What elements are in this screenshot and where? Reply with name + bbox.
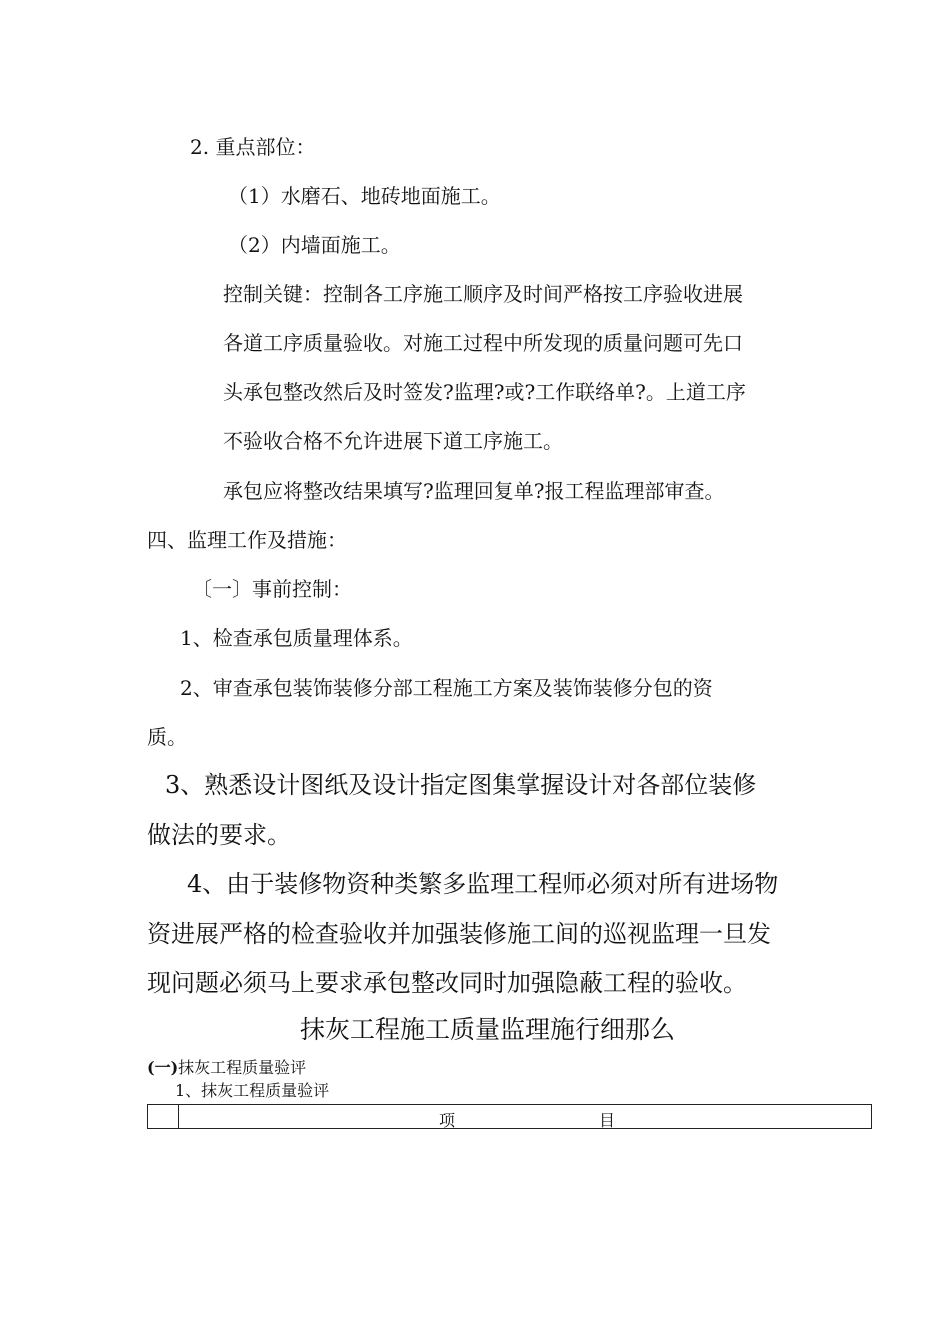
sub-heading-text: 抹灰工程质量验评 <box>178 1058 307 1077</box>
list-item: 1、检查承包质量理体系。 <box>180 626 413 650</box>
paragraph-line: 各道工序质量验收。对施工过程中所发现的质量问题可先口 <box>223 331 743 355</box>
table-cell-empty <box>148 1105 179 1128</box>
table-header-left: 项 <box>439 1111 456 1130</box>
paragraph-line: 控制关键：控制各工序施工顺序及时间严格按工序验收进展 <box>223 282 743 306</box>
paragraph-line: 承包应将整改结果填写?监理回复单?报工程监理部审查。 <box>223 479 725 503</box>
subsection-heading: 〔一〕事前控制： <box>192 577 352 601</box>
list-item: （1）水磨石、地砖地面施工。 <box>228 184 501 208</box>
paragraph-line: 不验收合格不允许进展下道工序施工。 <box>223 429 563 453</box>
paragraph-line: 现问题必须马上要求承包整改同时加强隐蔽工程的验收。 <box>147 969 747 997</box>
list-item: 3、熟悉设计图纸及设计指定图集掌握设计对各部位装修 <box>165 771 757 799</box>
quality-table <box>147 1104 872 1129</box>
paragraph-line: 质。 <box>147 725 187 749</box>
list-item: （2）内墙面施工。 <box>228 233 401 257</box>
list-item: 4、由于装修物资种类繁多监理工程师必须对所有进场物 <box>187 870 779 898</box>
sub-heading <box>147 1060 306 1076</box>
sub-heading-prefix: (一) <box>147 1058 179 1077</box>
list-item: 2、审查承包装饰装修分部工程施工方案及装饰装修分包的资 <box>180 676 713 700</box>
table-header-cell <box>179 1105 871 1128</box>
paragraph-line: 资进展严格的检查验收并加强装修施工间的巡视监理一旦发 <box>147 920 771 948</box>
sub-item: 1、抹灰工程质量验评 <box>175 1081 330 1100</box>
section-heading-supervision: 四、监理工作及措施： <box>147 528 347 552</box>
paragraph-line: 做法的要求。 <box>147 821 291 849</box>
section-title: 抹灰工程施工质量监理施行细那么 <box>300 1015 676 1044</box>
table-header-right: 目 <box>599 1111 616 1130</box>
heading-key-parts: 2. 重点部位： <box>190 135 316 159</box>
paragraph-line: 头承包整改然后及时签发?监理?或?工作联络单?。上道工序 <box>223 380 746 404</box>
